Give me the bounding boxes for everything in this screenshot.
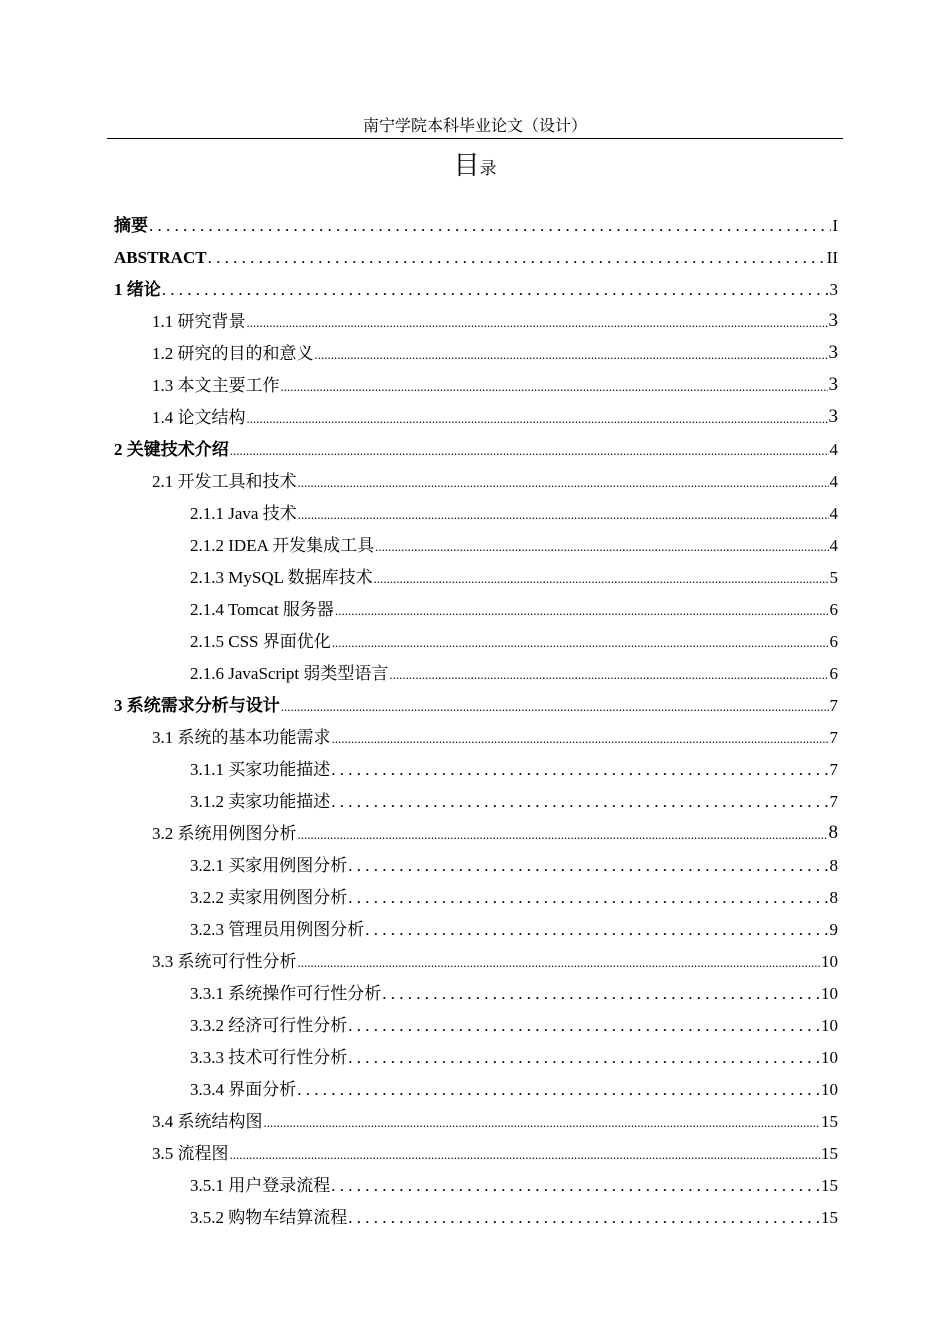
toc-dot-leader: [348, 888, 828, 908]
toc-dot-leader: [281, 376, 828, 396]
table-of-contents: [114, 205, 838, 1229]
toc-entry[interactable]: [114, 813, 838, 845]
toc-page-number: 15: [821, 1208, 838, 1227]
toc-entry[interactable]: [114, 845, 838, 877]
toc-entry-label: 2.1.3 MySQL 数据库技术: [190, 568, 373, 587]
toc-entry-label: 2 关键技术介绍: [114, 440, 229, 459]
toc-entry[interactable]: [114, 301, 838, 333]
toc-page-number: 7: [829, 760, 838, 779]
toc-page-number: 6: [829, 664, 838, 683]
toc-entry[interactable]: [114, 909, 838, 941]
toc-dot-leader: [298, 504, 829, 524]
toc-entry-label: 3.5.2 购物车结算流程: [190, 1208, 348, 1227]
toc-entry[interactable]: [114, 237, 838, 269]
toc-page-number: 7: [829, 728, 838, 747]
toc-page-number: 10: [821, 984, 838, 1003]
toc-dot-leader: [247, 408, 828, 428]
toc-entry-label: 3.1 系统的基本功能需求: [152, 728, 331, 747]
toc-dot-leader: [348, 1208, 820, 1228]
toc-entry[interactable]: [114, 1005, 838, 1037]
toc-page-number: 6: [829, 600, 838, 619]
toc-dot-leader: [332, 632, 829, 652]
toc-page-number: 3: [828, 310, 838, 331]
toc-dot-leader: [247, 312, 828, 332]
toc-entry-label: 2.1 开发工具和技术: [152, 472, 297, 491]
toc-entry[interactable]: [114, 877, 838, 909]
toc-entry[interactable]: [114, 269, 838, 301]
toc-page-number: 4: [829, 472, 838, 491]
toc-entry[interactable]: [114, 621, 838, 653]
toc-title-char-2: 录: [479, 159, 497, 178]
header-rule: [107, 138, 843, 139]
toc-entry-label: 摘要: [114, 216, 148, 235]
toc-entry[interactable]: [114, 589, 838, 621]
toc-entry[interactable]: [114, 525, 838, 557]
toc-entry[interactable]: [114, 429, 838, 461]
toc-page-number: 3: [828, 374, 838, 395]
toc-page-number: 4: [829, 440, 838, 459]
toc-entry-label: 3.3.1 系统操作可行性分析: [190, 984, 382, 1003]
toc-dot-leader: [149, 216, 831, 236]
toc-entry-label: 2.1.6 JavaScript 弱类型语言: [190, 664, 389, 683]
toc-dot-leader: [298, 472, 829, 492]
toc-dot-leader: [264, 1112, 821, 1132]
toc-entry-label: 3.5.1 用户登录流程: [190, 1176, 331, 1195]
toc-dot-leader: [230, 440, 829, 460]
toc-title: [0, 150, 950, 186]
toc-entry[interactable]: [114, 685, 838, 717]
toc-entry[interactable]: [114, 1133, 838, 1165]
toc-dot-leader: [365, 920, 828, 940]
toc-dot-leader: [162, 280, 829, 300]
toc-entry-label: 3.2 系统用例图分析: [152, 824, 297, 843]
toc-page-number: 8: [829, 856, 838, 875]
toc-entry[interactable]: [114, 941, 838, 973]
toc-page-number: 4: [829, 536, 838, 555]
toc-page-number: 6: [829, 632, 838, 651]
toc-dot-leader: [297, 1080, 820, 1100]
toc-title-char-1: 目: [453, 151, 480, 180]
toc-entry[interactable]: [114, 1101, 838, 1133]
toc-page-number: 10: [821, 1080, 838, 1099]
toc-dot-leader: [348, 856, 828, 876]
toc-page-number: 8: [828, 822, 838, 843]
toc-entry-label: 2.1.4 Tomcat 服务器: [190, 600, 334, 619]
toc-dot-leader: [331, 760, 828, 780]
toc-entry[interactable]: [114, 365, 838, 397]
toc-entry-label: ABSTRACT: [114, 248, 207, 267]
toc-page-number: 7: [829, 792, 838, 811]
toc-page-number: 3: [828, 406, 838, 427]
toc-entry-label: 3.4 系统结构图: [152, 1112, 263, 1131]
toc-entry[interactable]: [114, 1037, 838, 1069]
toc-entry-label: 3.5 流程图: [152, 1144, 229, 1163]
toc-page-number: 7: [829, 696, 838, 715]
toc-entry-label: 3.1.2 卖家功能描述: [190, 792, 331, 811]
toc-entry[interactable]: [114, 557, 838, 589]
toc-page-number: 10: [821, 1016, 838, 1035]
toc-entry-label: 2.1.2 IDEA 开发集成工具: [190, 536, 375, 555]
toc-dot-leader: [375, 536, 828, 556]
toc-entry[interactable]: [114, 1165, 838, 1197]
toc-entry-label: 3 系统需求分析与设计: [114, 696, 280, 715]
toc-dot-leader: [298, 824, 828, 844]
toc-entry-label: 2.1.5 CSS 界面优化: [190, 632, 331, 651]
toc-page-number: 4: [829, 504, 838, 523]
toc-dot-leader: [348, 1048, 820, 1068]
toc-dot-leader: [389, 664, 828, 684]
toc-dot-leader: [331, 792, 828, 812]
toc-entry-label: 3.1.1 买家功能描述: [190, 760, 331, 779]
toc-dot-leader: [281, 696, 829, 716]
toc-entry-label: 1.2 研究的目的和意义: [152, 344, 314, 363]
toc-entry-label: 2.1.1 Java 技术: [190, 504, 297, 523]
toc-entry[interactable]: [114, 1069, 838, 1101]
toc-entry[interactable]: [114, 749, 838, 781]
toc-page-number: 15: [821, 1176, 838, 1195]
toc-dot-leader: [374, 568, 829, 588]
running-header: 南宁学院本科毕业论文（设计）: [362, 118, 587, 135]
toc-entry-label: 3.2.3 管理员用例图分析: [190, 920, 365, 939]
toc-entry-label: 3.3.3 技术可行性分析: [190, 1048, 348, 1067]
toc-entry[interactable]: [114, 205, 838, 237]
toc-page-number: 15: [821, 1112, 838, 1131]
toc-page-number: 9: [829, 920, 838, 939]
toc-page-number: 3: [829, 280, 838, 299]
toc-entry-label: 3.2.1 买家用例图分析: [190, 856, 348, 875]
toc-page-number: 10: [821, 952, 838, 971]
toc-dot-leader: [331, 1176, 820, 1196]
toc-entry[interactable]: [114, 653, 838, 685]
toc-dot-leader: [230, 1144, 821, 1164]
toc-entry-label: 3.3.4 界面分析: [190, 1080, 297, 1099]
toc-entry-label: 1.4 论文结构: [152, 408, 246, 427]
toc-entry-label: 3.3.2 经济可行性分析: [190, 1016, 348, 1035]
toc-entry-label: 1 绪论: [114, 280, 161, 299]
toc-page-number: 15: [821, 1144, 838, 1163]
toc-dot-leader: [335, 600, 829, 620]
toc-dot-leader: [298, 952, 821, 972]
toc-entry[interactable]: [114, 461, 838, 493]
toc-page-number: 8: [829, 888, 838, 907]
toc-dot-leader: [315, 344, 828, 364]
toc-entry[interactable]: [114, 973, 838, 1005]
toc-entry[interactable]: [114, 397, 838, 429]
toc-dot-leader: [332, 728, 829, 748]
toc-dot-leader: [208, 248, 826, 268]
toc-entry-label: 1.3 本文主要工作: [152, 376, 280, 395]
toc-entry-label: 3.3 系统可行性分析: [152, 952, 297, 971]
toc-page-number: 5: [829, 568, 838, 587]
toc-page-number: II: [826, 248, 838, 267]
toc-dot-leader: [348, 1016, 820, 1036]
toc-page-number: 3: [828, 342, 838, 363]
toc-entry[interactable]: [114, 1197, 838, 1229]
toc-page-number: 10: [821, 1048, 838, 1067]
toc-entry[interactable]: [114, 717, 838, 749]
toc-entry[interactable]: [114, 333, 838, 365]
toc-entry-label: 1.1 研究背景: [152, 312, 246, 331]
toc-entry-label: 3.2.2 卖家用例图分析: [190, 888, 348, 907]
toc-entry[interactable]: [114, 781, 838, 813]
toc-dot-leader: [382, 984, 820, 1004]
toc-page-number: I: [832, 216, 838, 235]
toc-entry[interactable]: [114, 493, 838, 525]
